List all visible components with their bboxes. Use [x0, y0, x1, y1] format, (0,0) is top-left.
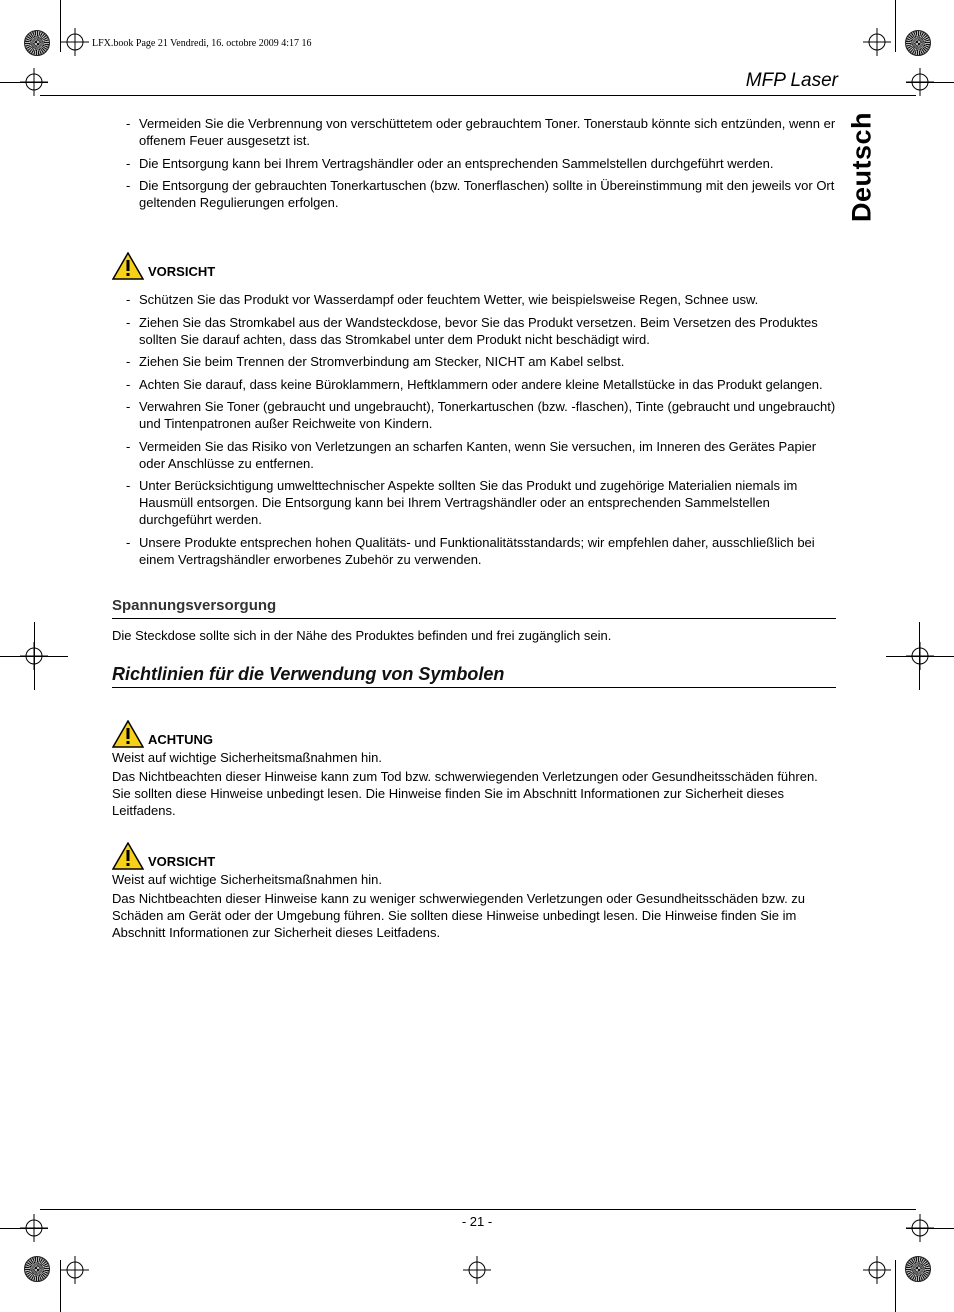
caution-notice [112, 252, 215, 280]
intro-bullet-list [126, 115, 838, 217]
caution-notice [112, 842, 215, 870]
warning-triangle-icon [112, 842, 144, 870]
caution-description: Das Nichtbeachten dieser Hinweise kann zu weniger schwerwiegenden Verletzungen oder Gesundheitsschäden bzw. zu Schäden am Gerät oder der Umgebung führen. Sie sollten diese Hinweise unbedingt lesen. Die Hinweise finden Sie im Abschnitt Informationen zur Sicherheit dieses Leitfadens. [112, 891, 806, 940]
warning-triangle-icon [112, 252, 144, 280]
power-text: Die Steckdose sollte sich in der Nähe des Produktes befinden und frei zugänglich sein. [112, 628, 612, 643]
caution-bullet-list [126, 291, 838, 573]
page-number: - 21 - [461, 1214, 493, 1229]
power-heading: Spannungsversorgung [112, 597, 277, 614]
symbols-heading: Richtlinien für die Verwendung von Symbolen [112, 664, 505, 684]
registration-mark-icon [463, 1256, 491, 1284]
color-bar-rosette-icon [905, 1256, 931, 1282]
registration-mark-icon [20, 68, 48, 96]
registration-mark-icon [863, 1256, 891, 1284]
list-item: - Die Entsorgung der gebrauchten Tonerkartuschen (bzw. Tonerflaschen) sollte in Übereinstimmung mit den jeweils vor Ort geltenden Regulierungen erfolgen. [126, 177, 838, 211]
list-item: - Unter Berücksichtigung umwelttechnischer Aspekte sollten Sie das Produkt und zugehörige Materialien niemals im Hausmüll entsorgen. Die Entsorgung kann bei Ihrem Vertragshändler oder an entsprechenden Sammelstellen durchgeführt werden. [126, 477, 838, 528]
attention-line: Weist auf wichtige Sicherheitsmaßnahmen hin. [112, 750, 382, 765]
list-item: - Schützen Sie das Produkt vor Wasserdampf oder feuchtem Wetter, wie beispielsweise Regen, Schnee usw. [126, 291, 838, 308]
list-item: - Verwahren Sie Toner (gebraucht und ungebraucht), Tonerkartuschen (bzw. -flaschen), Tinte (gebraucht und ungebraucht) und Tintenpatronen außer Reichweite von Kindern. [126, 398, 838, 432]
section-rule [112, 618, 836, 619]
file-info: LFX.book Page 21 Vendredi, 16. octobre 2009 4:17 16 [92, 38, 312, 49]
list-item: - Ziehen Sie das Stromkabel aus der Wandsteckdose, bevor Sie das Produkt versetzen. Beim Versetzen des Produktes sollten Sie darauf achten, dass das Stromkabel unter dem Produkt nicht beschädigt wird. [126, 314, 838, 348]
list-item: - Die Entsorgung kann bei Ihrem Vertragshändler oder an entsprechenden Sammelstellen durchgeführt werden. [126, 155, 838, 172]
warning-triangle-icon [112, 720, 144, 748]
attention-notice [112, 720, 213, 748]
registration-mark-icon [61, 1256, 89, 1284]
caution-label: VORSICHT [148, 853, 216, 869]
attention-description: Das Nichtbeachten dieser Hinweise kann zum Tod bzw. schwerwiegenden Verletzungen oder Gesundheitsschäden führen. Sie sollten diese Hinweise unbedingt lesen. Die Hinweise finden Sie im Abschnitt Informationen zur Sicherheit dieses Leitfadens. [112, 769, 818, 818]
list-item: - Vermeiden Sie das Risiko von Verletzungen an scharfen Kanten, wenn Sie versuchen, im Inneren des Gerätes Papier oder Anschlüsse zu entfernen. [126, 438, 838, 472]
registration-mark-icon [61, 28, 89, 56]
footer-rule [40, 1209, 916, 1210]
attention-label: ACHTUNG [148, 731, 213, 747]
color-bar-rosette-icon [24, 30, 50, 56]
header-title: MFP Laser [745, 70, 838, 91]
registration-mark-icon [863, 28, 891, 56]
caution-line: Weist auf wichtige Sicherheitsmaßnahmen hin. [112, 872, 382, 887]
registration-mark-icon [20, 642, 48, 670]
registration-mark-icon [906, 642, 934, 670]
color-bar-rosette-icon [905, 30, 931, 56]
list-item: - Achten Sie darauf, dass keine Büroklammern, Heftklammern oder andere kleine Metallstücke in das Produkt gelangen. [126, 376, 838, 393]
list-item: - Ziehen Sie beim Trennen der Stromverbindung am Stecker, NICHT am Kabel selbst. [126, 353, 838, 370]
list-item: - Vermeiden Sie die Verbrennung von verschüttetem oder gebrauchtem Toner. Tonerstaub könnte sich entzünden, wenn er offenem Feuer ausgesetzt ist. [126, 115, 838, 149]
color-bar-rosette-icon [24, 1256, 50, 1282]
caution-label: VORSICHT [148, 263, 216, 279]
list-item: - Unsere Produkte entsprechen hohen Qualitäts- und Funktionalitätsstandards; wir empfehlen daher, ausschließlich bei einem Vertragshändler erworbenes Zubehör zu verwenden. [126, 534, 838, 568]
section-rule [112, 687, 836, 688]
header-rule [40, 95, 916, 96]
language-side-tab [842, 112, 882, 222]
language-label: Deutsch [846, 111, 877, 223]
registration-mark-icon [906, 68, 934, 96]
